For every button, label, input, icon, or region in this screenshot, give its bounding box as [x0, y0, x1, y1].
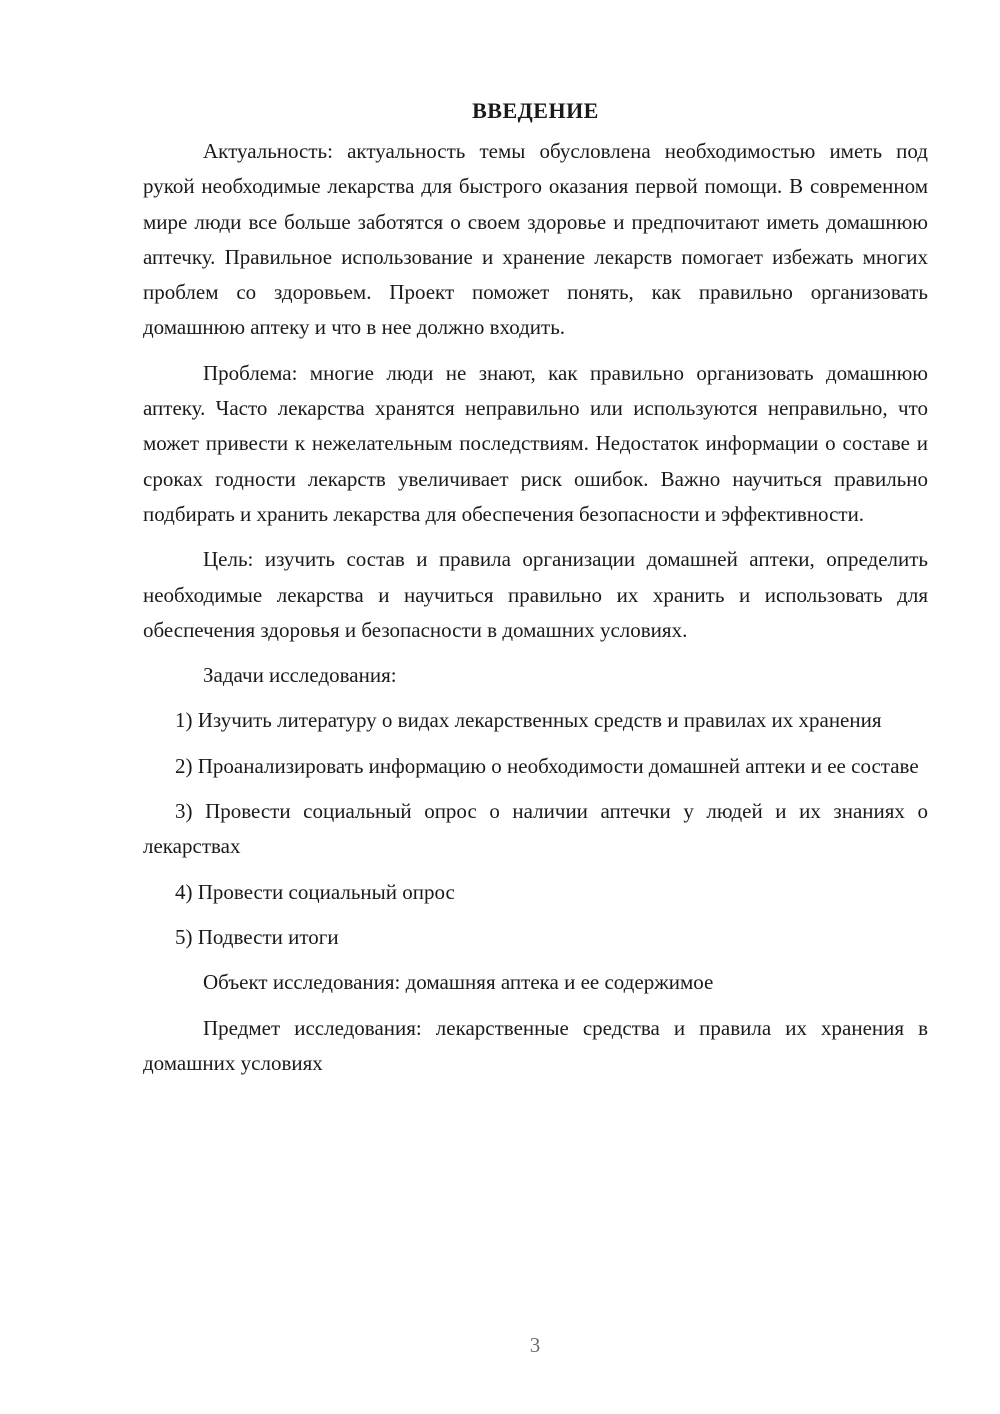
task-item-5: 5) Подвести итоги — [175, 924, 339, 949]
goal-paragraph: Цель: изучить состав и правила организации домашней аптеки, определить необходимые лекарства и научиться правильно их хранить и использовать для обеспечения здоровья и безопасности в домашних условиях. — [143, 547, 928, 642]
research-object: Объект исследования: домашняя аптека и ее содержимое — [203, 970, 714, 995]
page-heading: ВВЕДЕНИЕ — [472, 98, 599, 123]
task-item-4: 4) Провести социальный опрос — [175, 879, 455, 904]
research-subject: Предмет исследования: лекарственные средства и правила их хранения в домашних условиях — [143, 1015, 928, 1075]
task-item-2: 2) Проанализировать информацию о необходимости домашней аптеки и ее составе — [175, 753, 919, 778]
task-item-1: 1) Изучить литературу о видах лекарственных средств и правилах их хранения — [175, 708, 882, 733]
relevance-paragraph: Актуальность: актуальность темы обусловлена необходимостью иметь под рукой необходимые лекарства для быстрого оказания первой помощи. В современном мире люди все больше заботятся о своем здоровье и предпочитают иметь домашнюю аптечку. Правильное использование и хранение лекарств помогает избежать многих проблем со здоровьем. Проект поможет понять, как правильно организовать домашнюю аптеку и что в нее должно входить. — [143, 139, 928, 340]
problem-paragraph: Проблема: многие люди не знают, как правильно организовать домашнюю аптеку. Часто лекарства хранятся неправильно или используются неправильно, что может привести к нежелательным последствиям. Недостаток информации о составе и сроках годности лекарств увеличивает риск ошибок. Важно научиться правильно подбирать и хранить лекарства для обеспечения безопасности и эффективности. — [143, 360, 928, 526]
tasks-title: Задачи исследования: — [203, 663, 397, 688]
task-item-3: 3) Провести социальный опрос о наличии аптечки у людей и их знаниях о лекарствах — [143, 799, 928, 859]
page-number: 3 — [529, 1333, 541, 1357]
document-page — [143, 96, 928, 1091]
